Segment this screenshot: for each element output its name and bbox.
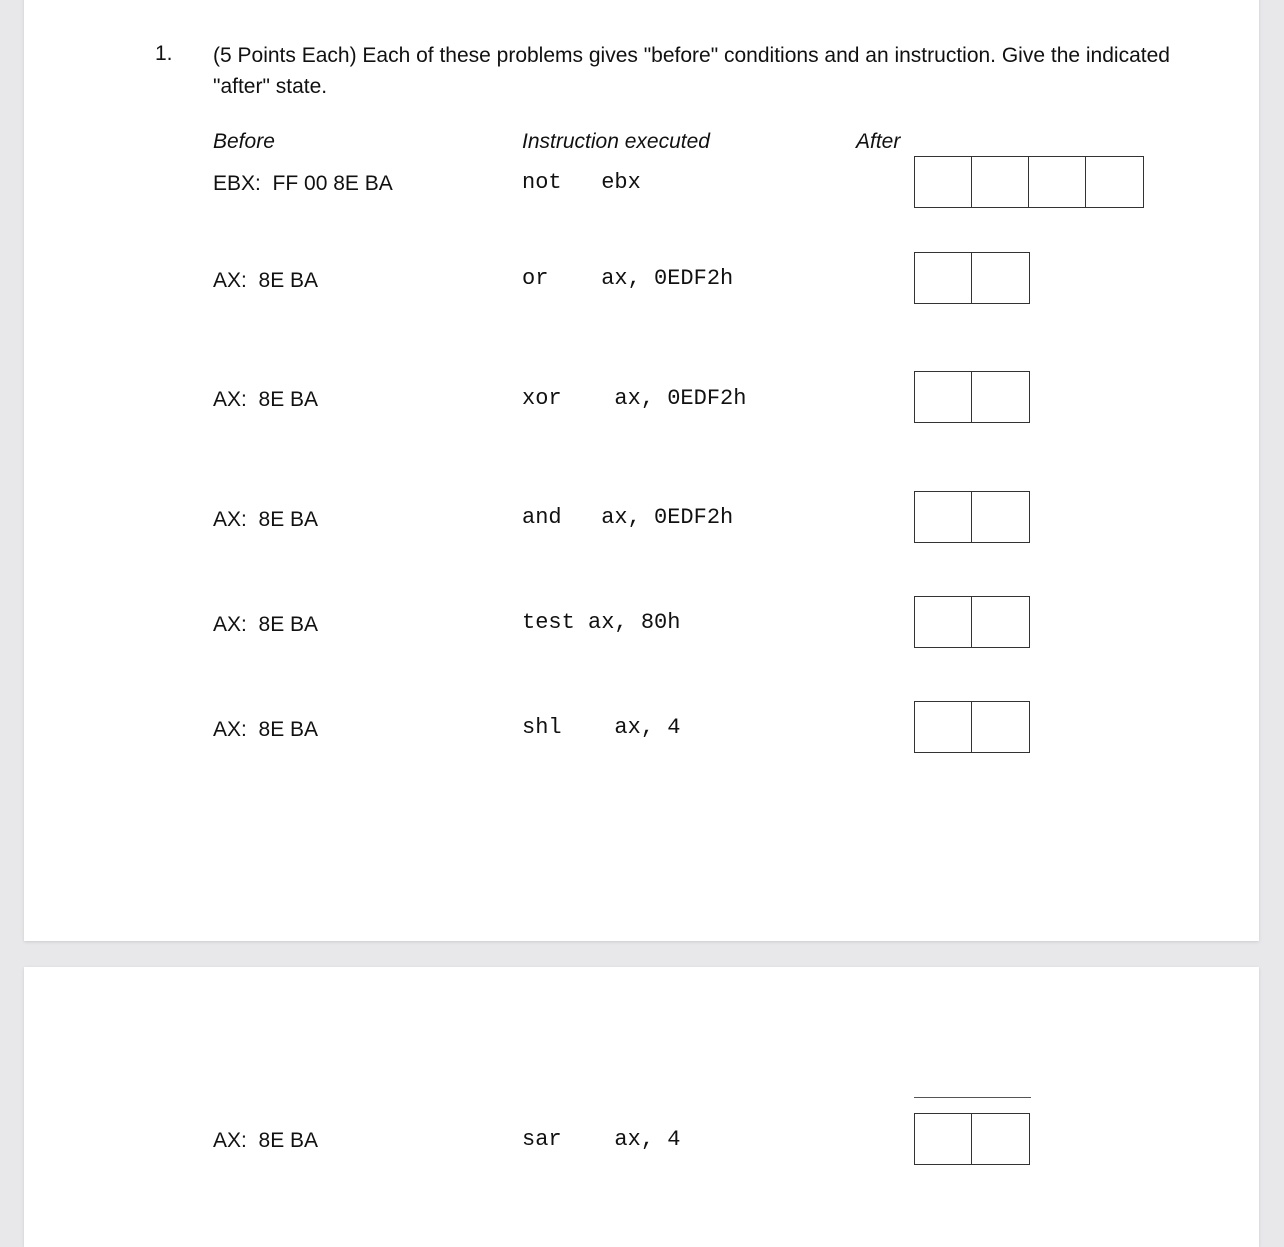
answer-cell[interactable] (915, 1114, 972, 1164)
answer-cell[interactable] (972, 1114, 1029, 1164)
problem-4-answer-box[interactable] (914, 491, 1030, 543)
answer-cell[interactable] (915, 492, 972, 542)
problem-2-before: AX: 8E BA (213, 269, 319, 292)
question-text: (5 Points Each) Each of these problems gives "before" conditions and an instruction. Give the indicated "after" state. (213, 44, 1170, 98)
problem-1-answer-box[interactable] (914, 156, 1144, 208)
problem-6-answer-box[interactable] (914, 701, 1030, 753)
document-page-1 (24, 0, 1259, 941)
answer-cell[interactable] (915, 597, 972, 647)
answer-cell[interactable] (972, 157, 1029, 207)
problem-5-instruction: test ax, 80h (522, 610, 681, 635)
answer-cell[interactable] (915, 372, 972, 422)
problem-3-before: AX: 8E BA (213, 388, 319, 411)
problem-5-before: AX: 8E BA (213, 613, 319, 636)
problem-1-before: EBX: FF 00 8E BA (213, 172, 393, 195)
document-page-2 (24, 967, 1259, 1247)
problem-6-before: AX: 8E BA (213, 718, 319, 741)
answer-cell[interactable] (1029, 157, 1086, 207)
answer-cell[interactable] (972, 372, 1029, 422)
question-number: 1. (155, 42, 173, 65)
problem-3-instruction: xor ax, 0EDF2h (522, 386, 747, 411)
problem-1-instruction: not ebx (522, 170, 641, 195)
answer-cell[interactable] (972, 253, 1029, 303)
answer-cell[interactable] (972, 597, 1029, 647)
answer-cell[interactable] (915, 253, 972, 303)
problem-3-answer-box[interactable] (914, 371, 1030, 423)
answer-cell[interactable] (972, 492, 1029, 542)
problem-5-answer-box[interactable] (914, 596, 1030, 648)
problem-7-before: AX: 8E BA (213, 1129, 319, 1152)
header-before: Before (213, 130, 275, 153)
answer-underline (914, 1097, 1031, 1098)
problem-7-instruction: sar ax, 4 (522, 1127, 681, 1152)
problem-4-before: AX: 8E BA (213, 508, 319, 531)
answer-cell[interactable] (1086, 157, 1143, 207)
header-after: After (856, 130, 901, 153)
answer-cell[interactable] (915, 157, 972, 207)
problem-7-answer-box[interactable] (914, 1113, 1030, 1165)
problem-2-instruction: or ax, 0EDF2h (522, 266, 734, 291)
answer-cell[interactable] (915, 702, 972, 752)
header-instruction: Instruction executed (522, 130, 710, 153)
problem-2-answer-box[interactable] (914, 252, 1030, 304)
problem-6-instruction: shl ax, 4 (522, 715, 681, 740)
problem-4-instruction: and ax, 0EDF2h (522, 505, 734, 530)
answer-cell[interactable] (972, 702, 1029, 752)
